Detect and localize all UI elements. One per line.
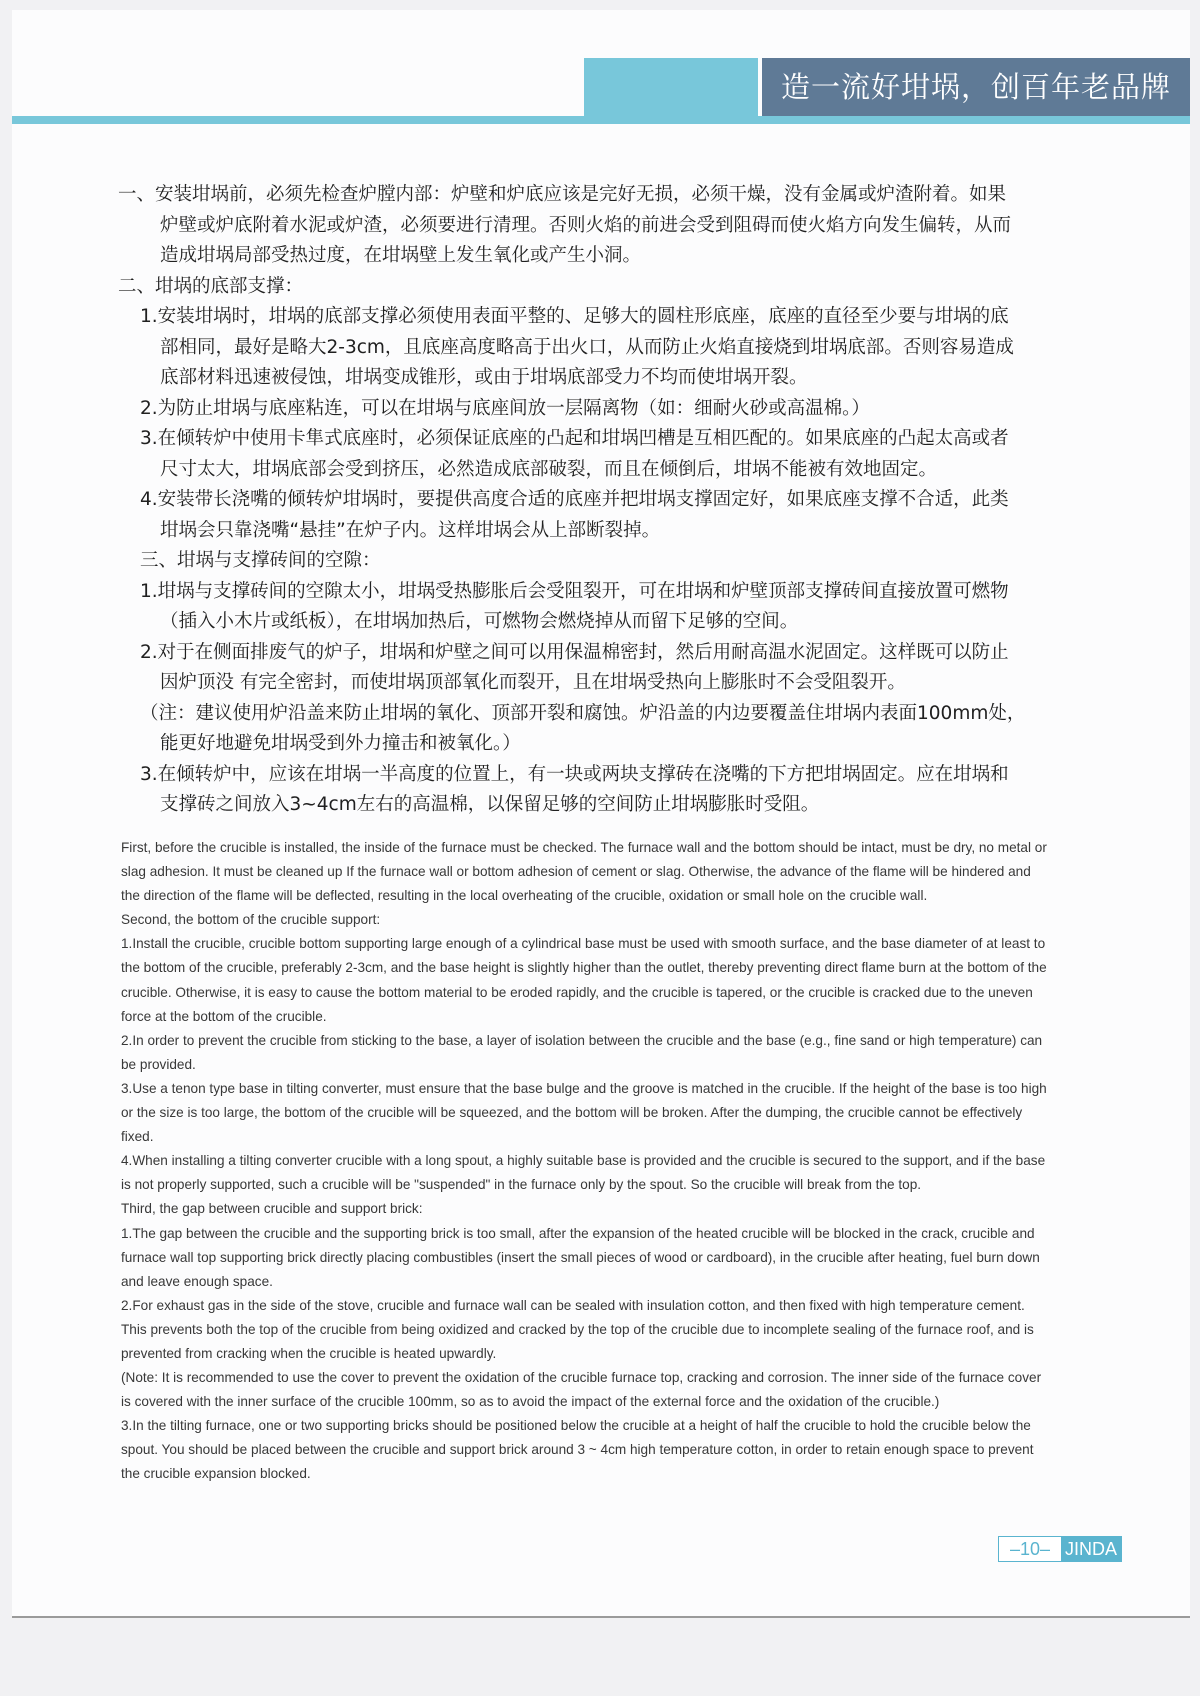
cn-p1-line1: 一、安装坩埚前，必须先检查炉膛内部：炉壁和炉底应该是完好无损，必须干燥，没有金属或炉渣附着。如果: [118, 184, 1007, 205]
footer-rule: [12, 1616, 1190, 1618]
cn-s2-item1-line1: 1.安装坩埚时，坩埚的底部支撑必须使用表面平整的、足够大的圆柱形底座，底座的直径至少要与坩埚的底: [140, 306, 1009, 327]
cn-s3-item3-line2: 支撑砖之间放入3~4cm左右的高温棉，以保留足够的空间防止坩埚膨胀时受阻。: [160, 794, 820, 815]
cn-s2-item4-line1: 4.安装带长浇嘴的倾转炉坩埚时，要提供高度合适的底座并把坩埚支撑固定好，如果底座支撑不合适，此类: [140, 489, 1009, 510]
en-line: the direction of the flame will be deflected, resulting in the local overheating of the crucible, oxidation or small hole on the crucible wall.: [121, 888, 928, 904]
en-line: force at the bottom of the crucible.: [121, 1008, 327, 1024]
cn-s3-note-line1: （注：建议使用炉沿盖来防止坩埚的氧化、顶部开裂和腐蚀。炉沿盖的内边要覆盖住坩埚内表面100mm处，: [140, 702, 1026, 724]
en-line: or the size is too large, the bottom of the crucible will be squeezed, and the bottom will be broken. After the dumping, the crucible cannot be effectively: [121, 1105, 1023, 1121]
en-line: This prevents both the top of the crucible from being oxidized and cracked by the top of the crucible due to incomplete sealing of the furnace roof, and is: [121, 1321, 1034, 1337]
en-line: furnace wall top supporting brick directly placing combustibles (insert the small pieces of wood or cardboard), in the crucible after heating, fuel burn down: [121, 1249, 1040, 1265]
en-line: Second, the bottom of the crucible support:: [121, 912, 381, 928]
cn-s3-item2-line1: 2.对于在侧面排废气的炉子，坩埚和炉壁之间可以用保温棉密封，然后用耐高温水泥固定。这样既可以防止: [140, 641, 1009, 663]
cn-s2-item2-line1: 2.为防止坩埚与底座粘连，可以在坩埚与底座间放一层隔离物（如：细耐火砂或高温棉。）: [140, 397, 870, 419]
en-line: slag adhesion. It must be cleaned up If the furnace wall or bottom adhesion of cement or slag. Otherwise, the advance of the flame will be hindered and: [121, 864, 1031, 880]
en-line: the crucible expansion blocked.: [121, 1466, 311, 1482]
en-line: prevented from cracking when the crucible is heated upwardly.: [121, 1345, 497, 1361]
en-line: be provided.: [121, 1056, 196, 1072]
en-line: and leave enough space.: [121, 1273, 273, 1289]
en-line: the bottom of the crucible, preferably 2-3cm, and the base height is slightly higher than the outlet, thereby preventing direct flame burn at the bottom of the: [121, 960, 1047, 976]
en-line: spout. You should be placed between the crucible and support brick around 3 ~ 4cm high temperature cotton, in order to retain enough space to prevent: [121, 1442, 1034, 1458]
en-line: 2.For exhaust gas in the side of the stove, crucible and furnace wall can be sealed with insulation cotton, and then fixed with high temperature cement.: [121, 1297, 1025, 1313]
en-line: 1.The gap between the crucible and the supporting brick is too small, after the expansion of the heated crucible will be blocked in the crack, crucible and: [121, 1225, 1035, 1241]
cn-s2-item1-line3: 底部材料迅速被侵蚀，坩埚变成锥形，或由于坩埚底部受力不均而使坩埚开裂。: [160, 367, 808, 388]
page-footer-badge: [998, 1536, 1122, 1562]
en-line: 2.In order to prevent the crucible from sticking to the base, a layer of isolation between the crucible and the base (e.g., fine sand or high temperature) can: [121, 1032, 1043, 1048]
en-line: First, before the crucible is installed, the inside of the furnace must be checked. The furnace wall and the bottom should be intact, must be dry, no metal or: [121, 840, 1047, 855]
cn-s2-item3-line1: 3.在倾转炉中使用卡隼式底座时，必须保证底座的凸起和坩埚凹槽是互相匹配的。如果底座的凸起太高或者: [140, 428, 1009, 449]
header-accent-line: [12, 116, 1190, 124]
cn-s3-item1-line2: （插入小木片或纸板），在坩埚加热后，可燃物会燃烧掉从而留下足够的空间。: [160, 611, 799, 632]
cn-s2-item3-line2: 尺寸太大，坩埚底部会受到挤压，必然造成底部破裂，而且在倾倒后，坩埚不能被有效地固定。: [160, 458, 938, 480]
en-line: crucible. Otherwise, it is easy to cause the bottom material to be eroded rapidly, and the crucible is tapered, or the crucible is cracked due to the uneven: [121, 984, 1033, 1000]
cn-section3-heading: 三、坩埚与支撑砖间的空隙：: [140, 550, 381, 571]
en-line: fixed.: [121, 1129, 154, 1145]
en-line: is covered with the inner surface of the crucible 100mm, so as to avoid the impact of the external force and the oxidation of the crucible.): [121, 1394, 940, 1410]
cn-s2-item1-line2: 部相同，最好是略大2-3cm，且底座高度略高于出火口，从而防止火焰直接烧到坩埚底部。否则容易造成: [160, 336, 1014, 358]
brand-label: JINDA: [1061, 1537, 1121, 1561]
cn-s3-item1-line1: 1.坩埚与支撑砖间的空隙太小，坩埚受热膨胀后会受阻裂开，可在坩埚和炉壁顶部支撑砖间直接放置可燃物: [140, 580, 1009, 602]
chinese-instructions: [118, 180, 1094, 821]
cn-s3-item2-line2: 因炉顶没 有完全密封，而使坩埚顶部氧化而裂开，且在坩埚受热向上膨胀时不会受阻裂开。: [160, 672, 906, 693]
header-accent-block: [584, 58, 758, 120]
en-line: is not properly supported, such a crucible will be "suspended" in the furnace only by the spout. So the crucible will break from the top.: [121, 1177, 922, 1193]
page-number: –10–: [999, 1537, 1061, 1561]
en-line: 1.Install the crucible, crucible bottom supporting large enough of a cylindrical base must be used with smooth surface, and the base diameter of at least to: [121, 936, 1046, 952]
en-line: Third, the gap between crucible and support brick:: [121, 1201, 423, 1217]
en-line: 4.When installing a tilting converter crucible with a long spout, a highly suitable base is provided and the crucible is secured to the support, and if the base: [121, 1153, 1046, 1169]
cn-p1-line2: 炉壁或炉底附着水泥或炉渣，必须要进行清理。否则火焰的前进会受到阻碍而使火焰方向发生偏转，从而: [160, 214, 1012, 236]
cn-s2-item4-line2: 坩埚会只靠浇嘴“悬挂”在炉子内。这样坩埚会从上部断裂掉。: [160, 519, 661, 541]
en-line: 3.In the tilting furnace, one or two supporting bricks should be positioned below the crucible at a height of half the crucible to hold the crucible below the: [121, 1418, 1031, 1434]
cn-s3-item3-line1: 3.在倾转炉中，应该在坩埚一半高度的位置上，有一块或两块支撑砖在浇嘴的下方把坩埚固定。应在坩埚和: [140, 763, 1009, 785]
header-slogan: 造一流好坩埚，创百年老品牌: [762, 58, 1190, 116]
cn-p1-line3: 造成坩埚局部受热过度，在坩埚壁上发生氧化或产生小洞。: [160, 245, 642, 266]
cn-section2-heading: 二、坩埚的底部支撑：: [118, 275, 304, 297]
en-line: (Note: It is recommended to use the cover to prevent the oxidation of the crucible furnace top, cracking and corrosion. The inner side of the furnace cover: [121, 1370, 1042, 1386]
en-line: 3.Use a tenon type base in tilting converter, must ensure that the base bulge and the groove is matched in the crucible. If the height of the base is too high: [121, 1080, 1047, 1096]
cn-s3-note-line2: 能更好地避免坩埚受到外力撞击和被氧化。）: [160, 733, 521, 754]
english-instructions: [121, 836, 1095, 1487]
